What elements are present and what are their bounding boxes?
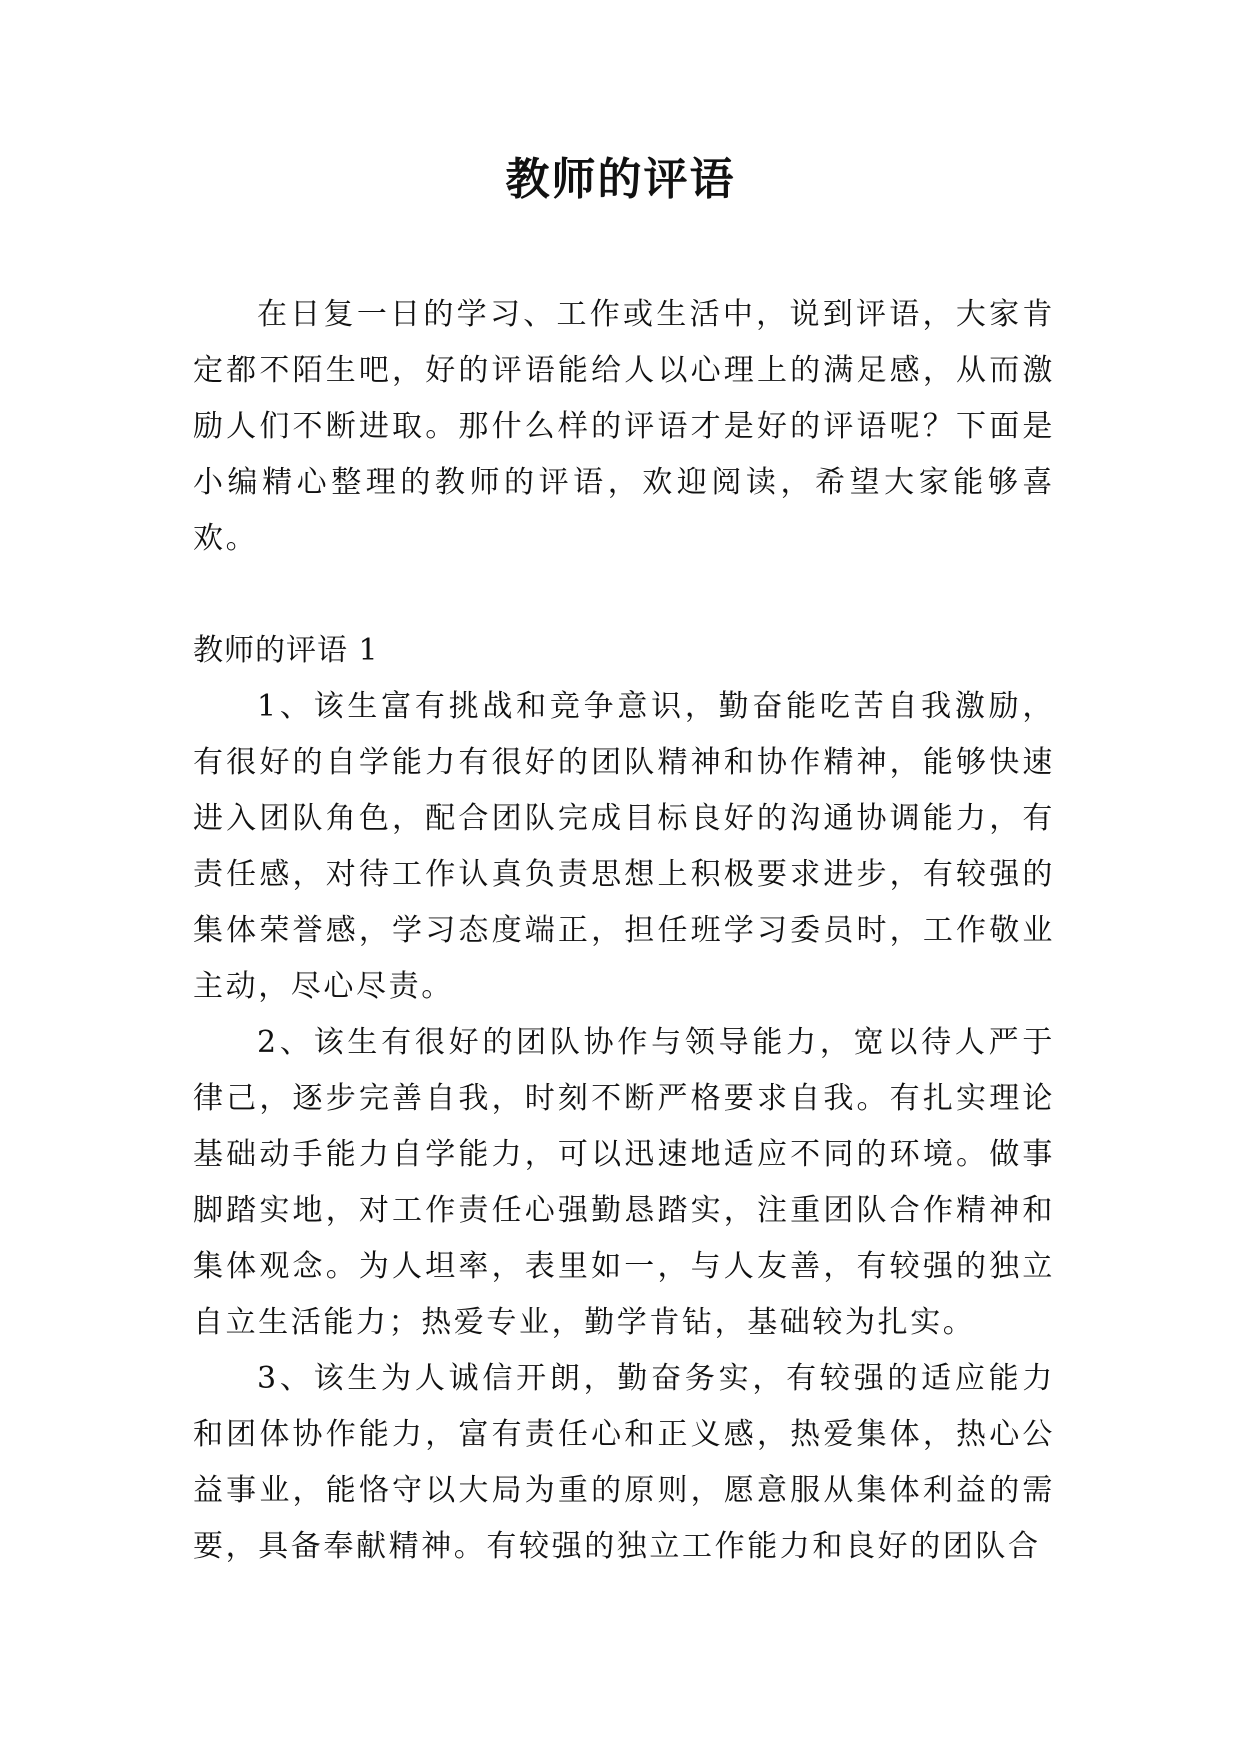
comment-paragraph-1: 1、该生富有挑战和竞争意识，勤奋能吃苦自我激励，有很好的自学能力有很好的团队精神和协作精神，能够快速进入团队角色，配合团队完成目标良好的沟通协调能力，有责任感，对待工作认真负责思想上积极要求进步，有较强的集体荣誉感，学习态度端正，担任班学习委员时，工作敬业主动，尽心尽责。 (193, 689, 1055, 1004)
intro-paragraph: 在日复一日的学习、工作或生活中，说到评语，大家肯定都不陌生吧，好的评语能给人以心理上的满足感，从而激励人们不断进取。那什么样的评语才是好的评语呢？下面是小编精心整理的教师的评语，欢迎阅读，希望大家能够喜欢。 (193, 297, 1055, 556)
comment-paragraph-3: 3、该生为人诚信开朗，勤奋务实，有较强的适应能力和团体协作能力，富有责任心和正义感，热爱集体，热心公益事业，能恪守以大局为重的原则，愿意服从集体利益的需要，具备奉献精神。有较强的独立工作能力和良好的团队合 (193, 1361, 1055, 1564)
document-body (193, 287, 1055, 1575)
section-heading: 教师的评语 1 (193, 633, 379, 668)
document-title: 教师的评语 (505, 154, 736, 205)
comment-paragraph-2: 2、该生有很好的团队协作与领导能力，宽以待人严于律己，逐步完善自我，时刻不断严格要求自我。有扎实理论基础动手能力自学能力，可以迅速地适应不同的环境。做事脚踏实地，对工作责任心强勤恳踏实，注重团队合作精神和集体观念。为人坦率，表里如一，与人友善，有较强的独立自立生活能力；热爱专业，勤学肯钻，基础较为扎实。 (193, 1025, 1055, 1340)
